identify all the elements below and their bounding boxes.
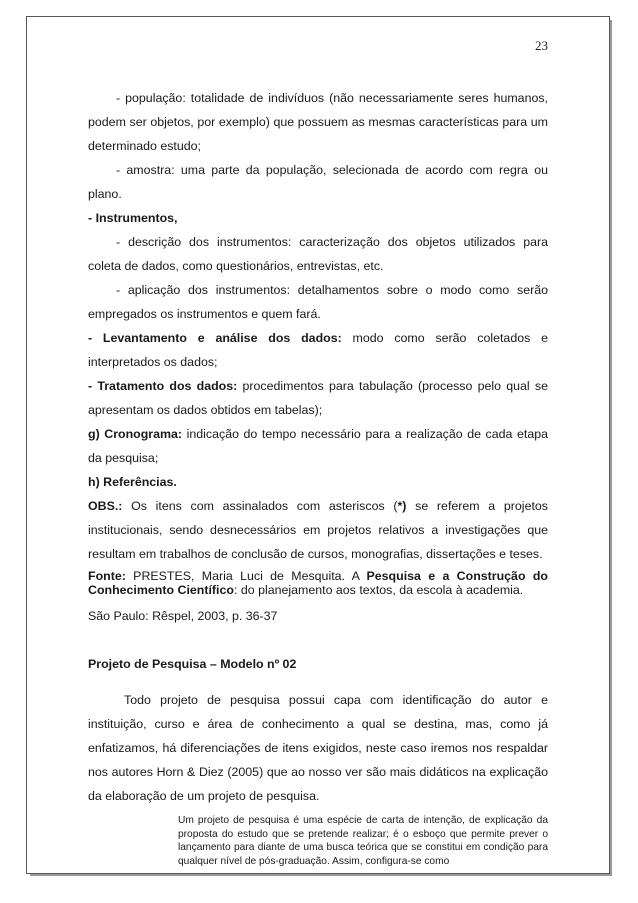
section-title: Projeto de Pesquisa – Modelo nº 02 — [88, 657, 297, 672]
text-obs-1: Os itens com assinalados com asteriscos ( — [122, 499, 398, 513]
label-tratamento: - Tratamento dos dados: — [88, 379, 238, 393]
paragraph-cronograma — [88, 422, 548, 470]
paragraph-obs — [88, 494, 548, 566]
asterisk-mark: *) — [397, 499, 407, 513]
source-subtitle: : do planejamento aos textos, da escola à academia. — [233, 582, 524, 597]
page-number: 23 — [535, 38, 548, 53]
text-cronograma: indicação do tempo necessário para a realização de cada etapa da pesquisa; — [88, 427, 548, 465]
text-levantamento: modo como serão coletados e interpretados os dados; — [88, 331, 549, 369]
label-levantamento: - Levantamento e análise dos dados: — [88, 331, 342, 345]
block-quote: Um projeto de pesquisa é uma espécie de carta de intenção, de explicação da proposta do estudo que se pretende realizar; é o esboço que permite prever o lançamento para diante de uma busca teórica que se constitui em condição para qualquer nível de pós-graduação. Assim, configura-se como — [178, 814, 548, 868]
paragraph-populacao: - população: totalidade de indivíduos (não necessariamente seres humanos, podem ser objetos, por exemplo) que possuem as mesmas características para um determinado estudo; — [88, 91, 548, 153]
paragraph-levantamento — [88, 326, 548, 374]
source-place: São Paulo: Rêspel, 2003, p. 36-37 — [88, 609, 278, 624]
source-label: Fonte: — [88, 569, 126, 583]
source-title: Pesquisa e a Construção do Conhecimento Científico — [88, 569, 548, 597]
source-author: PRESTES, Maria Luci de Mesquita. A — [125, 569, 367, 583]
paragraph-tratamento — [88, 374, 548, 422]
section-body: Todo projeto de pesquisa possui capa com identificação do autor e instituição, curso e área de conhecimento a qual se destina, mas, como já enfatizamos, há diferenciações de itens exigidos, neste caso iremos nos respaldar nos autores Horn & Diez (2005) que ao nosso ver são mais didáticos na explicação da elaboração de um projeto de pesquisa. — [88, 692, 548, 803]
source-citation — [88, 570, 548, 597]
paragraph-aplicacao-instrumentos: - aplicação dos instrumentos: detalhamentos sobre o modo como serão empregados os instrumentos e quem fará. — [88, 283, 548, 321]
heading-referencias: h) Referências. — [88, 475, 177, 489]
paragraph-amostra: - amostra: uma parte da população, selecionada de acordo com regra ou plano. — [88, 163, 548, 201]
label-cronograma: g) Cronograma: — [88, 427, 183, 441]
page-shadow-right — [610, 20, 612, 876]
text-obs-2: se referem a projetos institucionais, sendo desnecessários em projetos relativos a investigações que resultam em trabalhos de conclusão de cursos, monografias, dissertações e teses. — [88, 499, 548, 561]
document-body — [88, 86, 548, 879]
text-tratamento: procedimentos para tabulação (processo pelo qual se apresentam os dados obtidos em tabelas); — [88, 379, 548, 417]
heading-instrumentos: - Instrumentos, — [88, 211, 178, 225]
paragraph-descricao-instrumentos: - descrição dos instrumentos: caracterização dos objetos utilizados para coleta de dados, como questionários, entrevistas, etc. — [88, 235, 548, 273]
label-obs: OBS.: — [88, 499, 123, 513]
